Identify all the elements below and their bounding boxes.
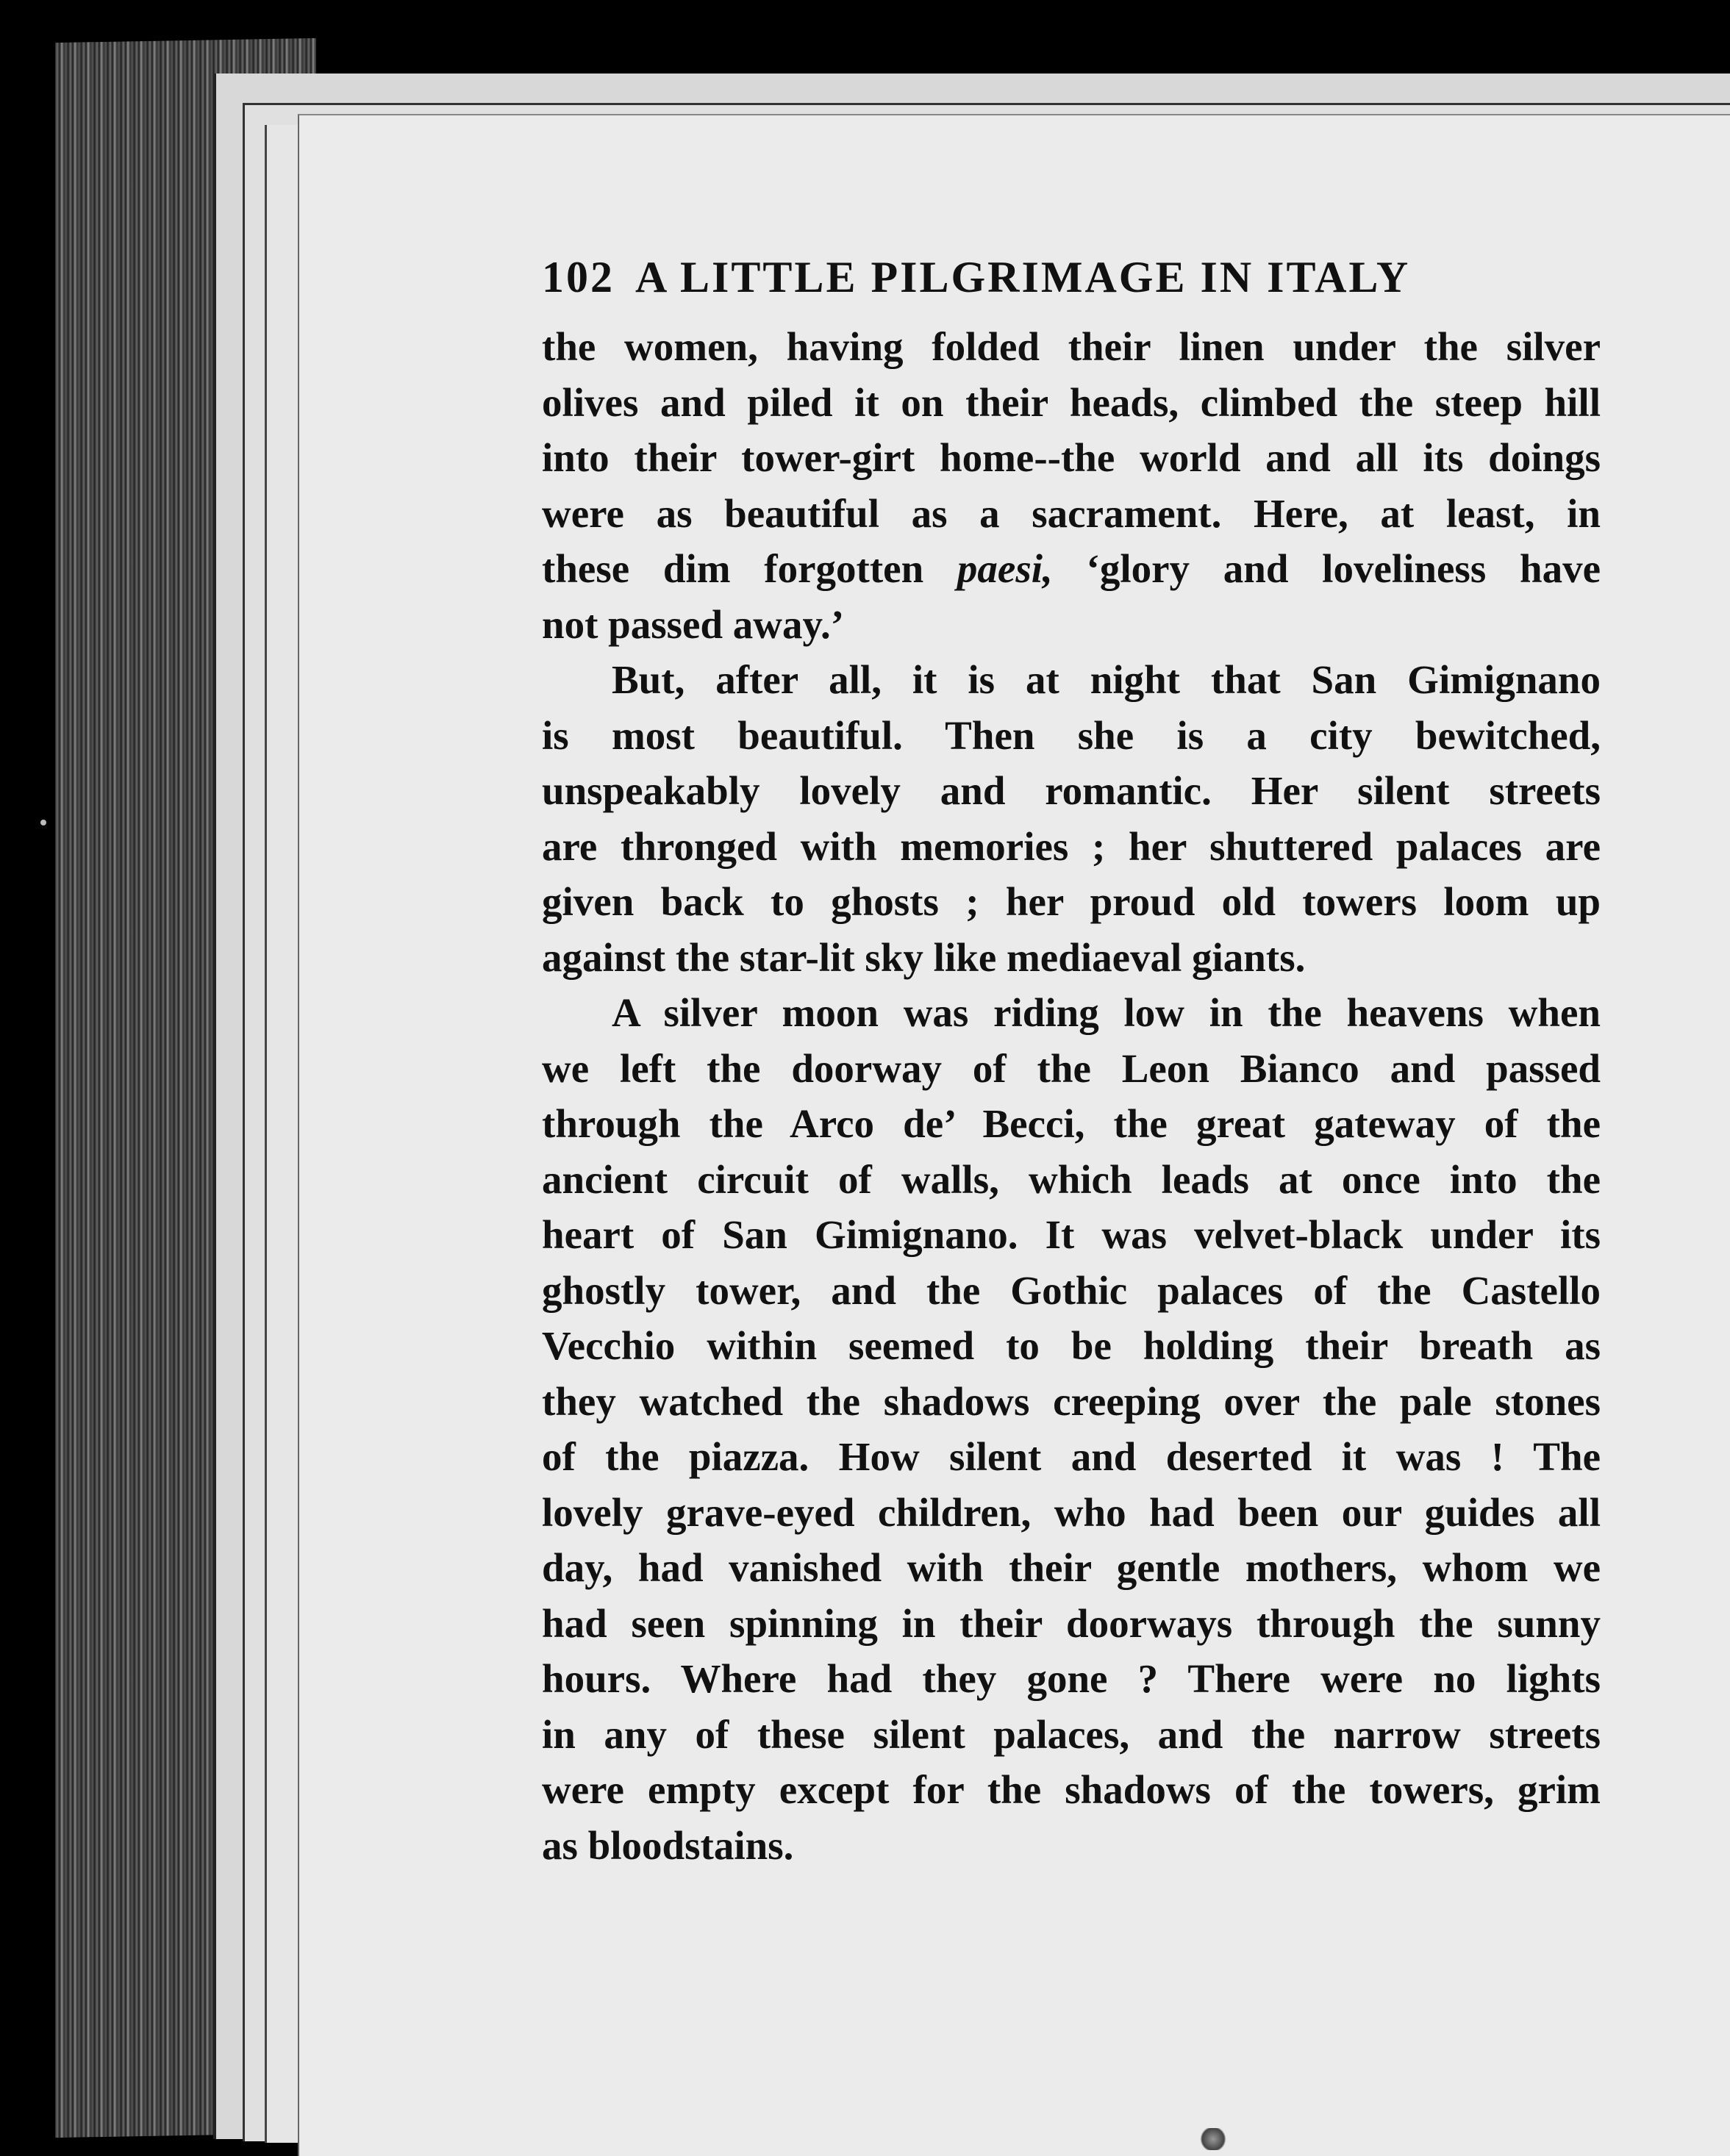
text-segment: ‘glory and loveliness have [1052, 546, 1601, 591]
running-head [542, 251, 1601, 303]
text-line: not passed away.’ [542, 601, 845, 647]
text-line: ancient circuit of walls, which leads at once into the [542, 1156, 1601, 1202]
text-line: of the piazza. How silent and deserted it was ! The [542, 1434, 1601, 1479]
text-line: day, had vanished with their gentle mothers, whom we [542, 1545, 1601, 1590]
text-line: hours. Where had they gone ? There were no lights [542, 1656, 1601, 1701]
text-line: are thronged with memories ; her shuttered palaces are [542, 823, 1601, 869]
text-line: is most beautiful. Then she is a city bewitched, [542, 712, 1601, 758]
text-line: through the Arco de’ Becci, the great gateway of the [542, 1101, 1601, 1146]
text-line: in any of these silent palaces, and the narrow streets [542, 1711, 1601, 1757]
text-line: Vecchio within seemed to be holding their breath as [542, 1323, 1601, 1368]
page-number: 102 [542, 253, 615, 301]
paragraph-1 [542, 319, 1601, 652]
text-line: as bloodstains. [542, 1822, 794, 1868]
text-line: given back to ghosts ; her proud old towers loom up [542, 879, 1601, 924]
text-line: ghostly tower, and the Gothic palaces of the Castello [542, 1267, 1601, 1313]
scan-speck [40, 820, 46, 825]
text-line: were as beautiful as a sacrament. Here, at least, in [542, 490, 1601, 536]
text-line: lovely grave-eyed children, who had been our guides all [542, 1489, 1601, 1535]
paragraph-3 [542, 985, 1601, 1873]
text-line: into their tower-girt home--the world and all its doings [542, 435, 1601, 480]
text-line: heart of San Gimignano. It was velvet-black under its [542, 1212, 1601, 1257]
book-page [298, 114, 1730, 2156]
text-line: against the star-lit sky like mediaeval giants. [542, 934, 1306, 980]
text-segment: these dim forgotten [542, 546, 957, 591]
text-line: the women, having folded their linen under the silver [542, 324, 1601, 369]
scan-artifact [1198, 2128, 1228, 2150]
text-line: had seen spinning in their doorways through the sunny [542, 1600, 1601, 1646]
text-line-with-italic [542, 541, 1601, 597]
page-text-block [542, 251, 1601, 1873]
text-line: they watched the shadows creeping over the pale stones [542, 1378, 1601, 1424]
text-line: olives and piled it on their heads, climbed the steep hill [542, 379, 1601, 425]
text-line: unspeakably lovely and romantic. Her silent streets [542, 768, 1601, 813]
text-line: But, after all, it is at night that San Gimignano [612, 657, 1601, 702]
text-line: we left the doorway of the Leon Bianco and passed [542, 1045, 1601, 1091]
italic-word: paesi, [957, 546, 1053, 591]
running-head-title: A LITTLE PILGRIMAGE IN ITALY [635, 253, 1411, 301]
paragraph-2 [542, 652, 1601, 985]
text-line: A silver moon was riding low in the heavens when [612, 990, 1601, 1035]
text-line: were empty except for the shadows of the towers, grim [542, 1767, 1601, 1812]
